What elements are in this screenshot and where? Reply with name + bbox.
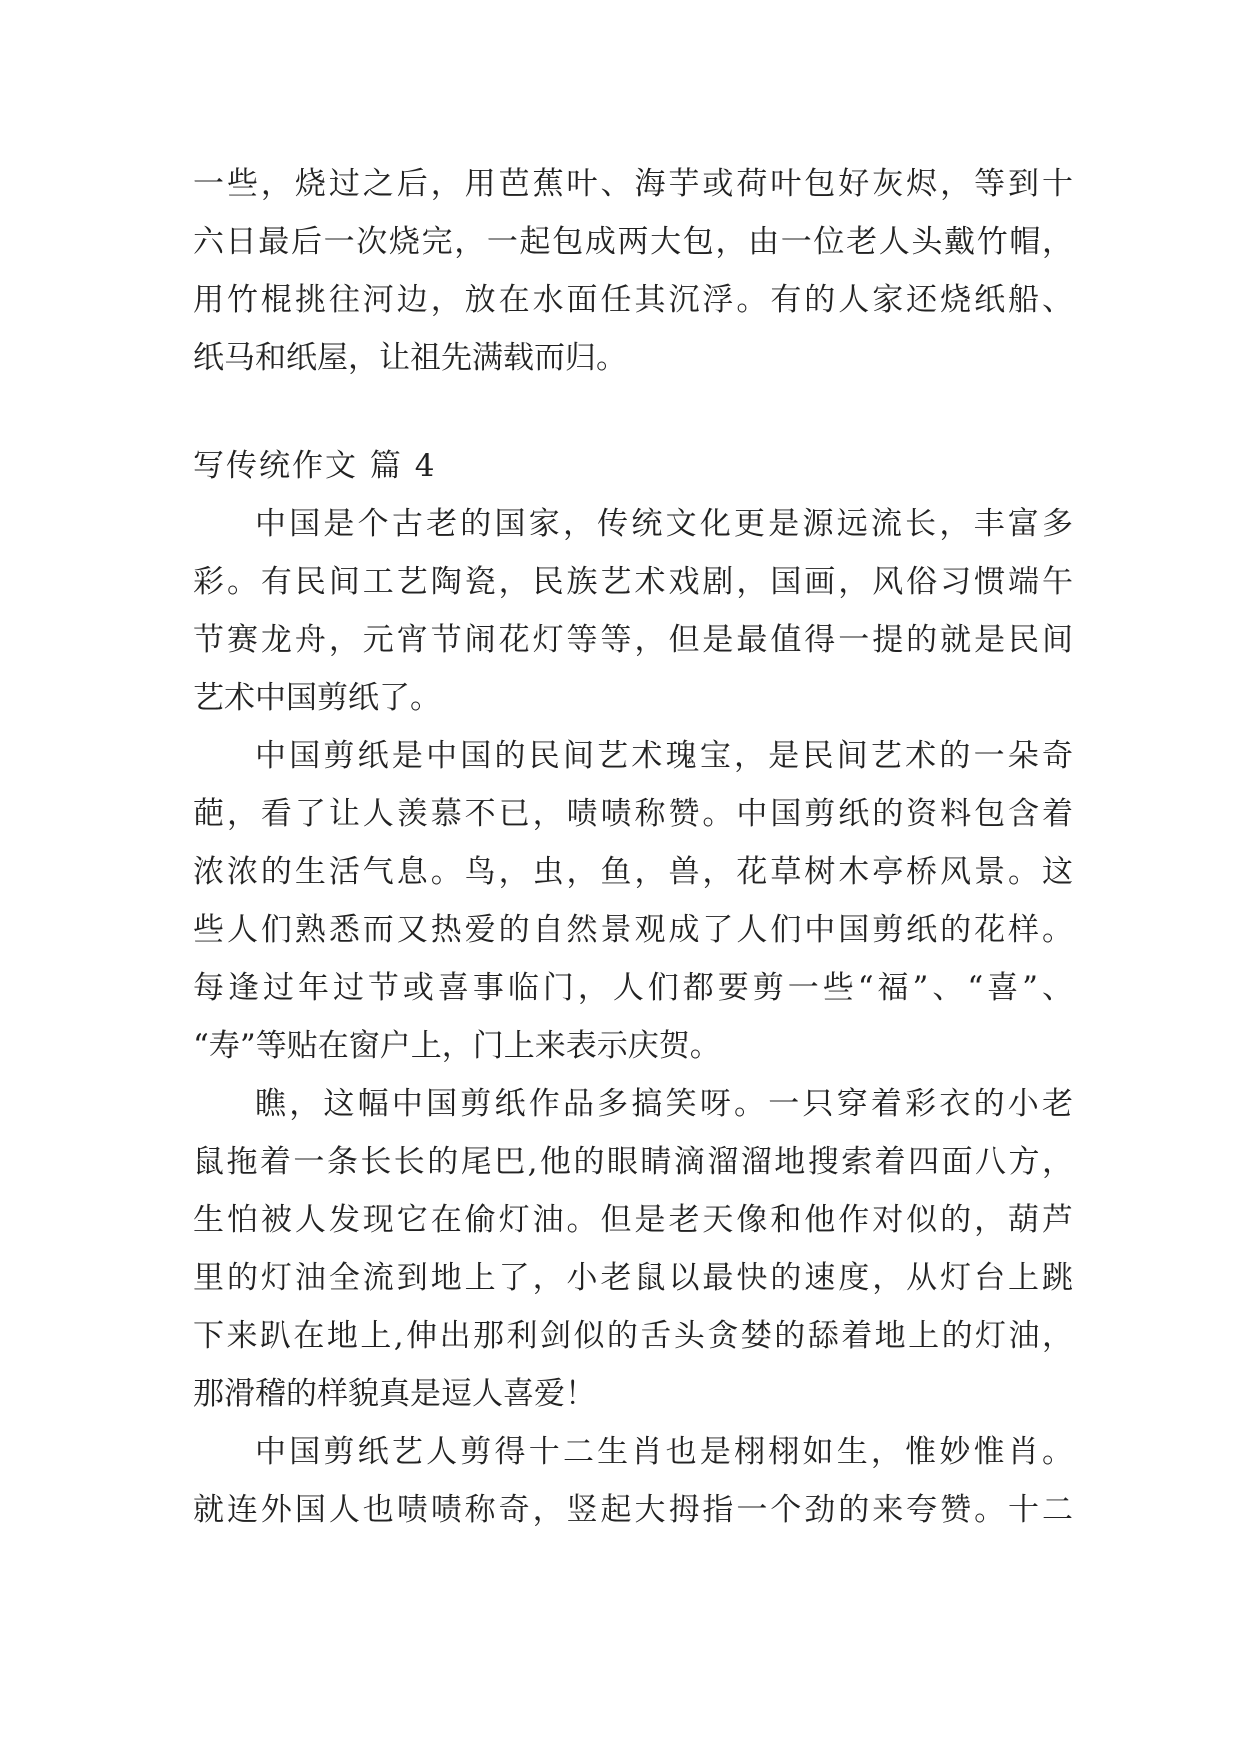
paragraph-4 [193,1423,1073,1539]
text-line: 那滑稽的样貌真是逗人喜爱！ [193,1376,596,1412]
text-line: 葩，看了让人羡慕不已，啧啧称赞。中国剪纸的资料包含着 [193,796,1073,832]
text-line: 些人们熟悉而又热爱的自然景观成了人们中国剪纸的花样。 [193,912,1073,948]
intro-paragraph [193,155,1073,387]
text-line: 一些，烧过之后，用芭蕉叶、海芋或荷叶包好灰烬，等到十 [193,166,1073,202]
text-line: 节赛龙舟，元宵节闹花灯等等，但是最值得一提的就是民间 [193,622,1073,658]
text-line: 下来趴在地上,伸出那利剑似的舌头贪婪的舔着地上的灯油， [193,1318,1073,1354]
text-line: 纸马和纸屋，让祖先满载而归。 [193,340,627,376]
section-gap [193,387,1073,437]
text-line: 中国剪纸艺人剪得十二生肖也是栩栩如生，惟妙惟肖。 [255,1434,1073,1470]
text-line: “寿”等贴在窗户上，门上来表示庆贺。 [193,1028,721,1064]
text-line: 艺术中国剪纸了。 [193,680,441,716]
paragraph-1 [193,495,1073,727]
text-line: 中国是个古老的国家，传统文化更是源远流长，丰富多 [255,506,1073,542]
document-page [193,155,1073,1539]
text-line: 里的灯油全流到地上了，小老鼠以最快的速度，从灯台上跳 [193,1260,1073,1296]
paragraph-2 [193,727,1073,1075]
section-title: 写传统作文 篇 4 [193,448,437,484]
text-line: 中国剪纸是中国的民间艺术瑰宝，是民间艺术的一朵奇 [255,738,1073,774]
text-line: 用竹棍挑往河边，放在水面任其沉浮。有的人家还烧纸船、 [193,282,1073,318]
text-line: 瞧，这幅中国剪纸作品多搞笑呀。一只穿着彩衣的小老 [255,1086,1073,1122]
text-line: 鼠拖着一条长长的尾巴,他的眼睛滴溜溜地搜索着四面八方， [193,1144,1073,1180]
text-line: 彩。有民间工艺陶瓷，民族艺术戏剧，国画，风俗习惯端午 [193,564,1073,600]
text-line: 就连外国人也啧啧称奇，竖起大拇指一个劲的来夸赞。十二 [193,1492,1073,1528]
paragraph-3 [193,1075,1073,1423]
text-line: 生怕被人发现它在偷灯油。但是老天像和他作对似的，葫芦 [193,1202,1073,1238]
text-line: 浓浓的生活气息。鸟，虫，鱼，兽，花草树木亭桥风景。这 [193,854,1073,890]
text-line: 每逢过年过节或喜事临门，人们都要剪一些“福”、“喜”、 [193,970,1073,1006]
text-line: 六日最后一次烧完，一起包成两大包，由一位老人头戴竹帽， [193,224,1073,260]
